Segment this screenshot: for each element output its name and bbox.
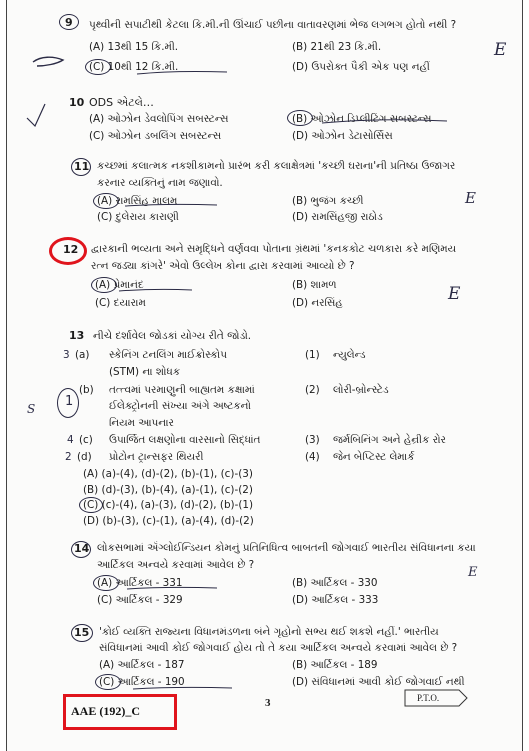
pen-check-mark (27, 104, 45, 126)
q12-margin-mark: E (448, 284, 461, 304)
q13-row-b-left: તત્ત્વમાં પરમાણુની બાહ્યતમ કક્ષામાં (109, 384, 255, 396)
q13-row-d-pen: 2 (65, 451, 72, 463)
q10-text: ODS એટલે… (89, 96, 154, 109)
q12-option-c: (C) દયારામ (95, 297, 146, 309)
q15-option-b: (B) આર્ટિકલ - 189 (292, 659, 378, 671)
q10-option-c: (C) ઓઝોન ડબલિંગ સબસ્ટન્સ (89, 130, 222, 142)
q13-option-b: (B) (d)-(3), (b)-(4), (a)-(1), (c)-(2) (83, 484, 253, 496)
pen-underline (133, 687, 232, 689)
q12-option-b: (B) શામળ (292, 279, 337, 291)
q11-margin-mark: E (465, 189, 476, 207)
q9-number: 9 (65, 16, 73, 29)
q9-text: પૃથ્વીની સપાટીથી કેટલા કિ.મી.ની ઊંચાઈ પછીના વાતાવરણમાં ભેજ લગભગ હોતો નથી ? (89, 19, 457, 31)
q14-option-b: (B) આર્ટિકલ - 330 (292, 577, 378, 589)
q13-row-2-label: (2) (305, 384, 320, 396)
page-number: 3 (265, 697, 271, 709)
q12-option-d: (D) નરસિંહ (292, 297, 343, 309)
q11-line1: કચ્છમાં કલાત્મક નકશીકામનો પ્રારંભ કરી કલાક્ષેત્રમાં 'કચ્છી ઘરાના'ની પ્રતિષ્ઠા ઉજાગર (97, 160, 456, 172)
q13-row-b-left2: ઈલેક્ટ્રોનની સંખ્યા અંગે અષ્ટકનો (109, 400, 251, 412)
q13-row-b-left3: નિયમ આપનાર (109, 417, 174, 429)
pen-underline (322, 120, 447, 123)
q13-option-d: (D) (b)-(3), (c)-(1), (a)-(4), (d)-(2) (83, 515, 254, 527)
q13-option-c: (C) (c)-(4), (a)-(3), (d)-(2), (b)-(1) (83, 499, 254, 511)
q9-option-c: (C) 10થી 12 કિ.મી. (89, 61, 179, 73)
q11-line2: કરનાર વ્યક્તિનું નામ જણાવો. (97, 177, 223, 189)
q10-option-d: (D) ઓઝોન ડેટાસોર્સિસ (292, 130, 393, 142)
exam-page (6, 0, 523, 751)
q14-option-c: (C) આર્ટિકલ - 329 (97, 594, 183, 606)
q12-number: 12 (63, 243, 79, 256)
q9-option-d: (D) ઉપરોક્ત પૈકી એક પણ નહીં (292, 61, 430, 73)
pen-underline (127, 587, 217, 589)
q14-option-a: (A) આર્ટિકલ - 331 (97, 577, 183, 589)
pto-label: P.T.O. (417, 693, 440, 703)
footer-code: AAE (192)_C (71, 704, 140, 718)
q15-option-c: (C) આર્ટિકલ - 190 (99, 676, 185, 688)
q13-row-b-label: (b) (79, 384, 94, 396)
q13-row-a-pen: 3 (63, 349, 70, 361)
q12-option-a: (A) પ્રેમાનંદ (95, 279, 144, 291)
pen-underline (137, 71, 227, 74)
q15-number: 15 (74, 626, 90, 639)
q13-number: 13 (69, 329, 85, 342)
pen-underline (119, 289, 192, 291)
q11-option-c: (C) દુલેરાય કારાણી (97, 211, 179, 223)
q13-row-c-left: ઉપાર્જિત લક્ષણોના વારસાનો સિદ્ધાંત (109, 434, 261, 446)
q13-row-c-pen: 4 (67, 434, 74, 446)
q9-margin-mark: E (494, 40, 507, 60)
q13-row-2-right: લોરી-બ્રોન્સ્ટેડ (333, 384, 389, 396)
q13-option-a: (A) (a)-(4), (d)-(2), (b)-(1), (c)-(3) (83, 468, 253, 480)
q13-row-3-right: જર્મબિનિંગ અને હેન્રીક રોર (333, 434, 446, 446)
q14-number: 14 (74, 542, 90, 555)
q15-option-a: (A) આર્ટિકલ - 187 (99, 659, 185, 671)
q13-row-a-left: સ્કેનિંગ ટનલિંગ માઈક્રોસ્કોપ (109, 349, 227, 361)
q13-row-b-pen: 1 (65, 394, 74, 409)
q13-row-1-right: ન્યુલેન્ડ (333, 349, 366, 361)
q13-row-a-label: (a) (75, 349, 90, 361)
q14-option-d: (D) આર્ટિકલ - 333 (292, 594, 379, 606)
q15-line2: સંવિધાનમાં આવી કોઈ જોગવાઈ હોય તો તે કયા આર્ટિકલ અન્વયે કરવામાં આવેલ છે ? (99, 642, 458, 654)
q14-line2: આર્ટિકલ અન્વયે કરવામાં આવેલ છે ? (97, 559, 255, 571)
pen-scribbles (7, 0, 523, 751)
q11-number: 11 (74, 160, 90, 173)
q13-row-c-label: (c) (79, 434, 93, 446)
q11-option-a: (A) રામસિંહ માલમ (97, 195, 178, 207)
q11-option-b: (B) ભુજંગ કચ્છી (292, 195, 364, 207)
q13-row-d-label: (d) (77, 451, 92, 463)
q14-line1: લોકસભામાં ઍંગ્લોઈન્ડિયન કોમનું પ્રતિનિધિત્વ બાબતની જોગવાઈ ભારતીય સંવિધાનના કયા (97, 542, 476, 554)
pen-scribble-mark (33, 57, 63, 66)
q13-text: નીચે દર્શાવેલ જોડકાં યોગ્ય રીતે જોડો. (93, 330, 252, 342)
q13-row-3-label: (3) (305, 434, 320, 446)
q13-row-1-label: (1) (305, 349, 320, 361)
q14-margin-mark: E (468, 565, 478, 580)
q13-row-d-left: પ્રોટોન ટ્રાન્સફર થિયરી (109, 451, 204, 463)
q9-option-b: (B) 21થી 23 કિ.મી. (292, 41, 382, 53)
q10-option-b: (B) ઓઝોન ડિપ્લીટિંગ સબસ્ટન્સ (292, 113, 432, 125)
q9-option-a: (A) 13થી 15 કિ.મી. (89, 41, 179, 53)
q11-option-d: (D) રામસિંહજી રાઠોડ (292, 211, 383, 223)
q12-line2: રત્ન જડ્યા કાંગરે' એવો ઉલ્લેખ કોના દ્વારા કરવામાં આવ્યો છે ? (91, 260, 355, 272)
q13-row-a-left2: (STM) ના શોધક (109, 366, 181, 378)
q13-margin-mark: S (27, 402, 36, 416)
q10-option-a: (A) ઓઝોન ડેવલોપિંગ સબસ્ટન્સ (89, 113, 229, 125)
q15-option-d: (D) સંવિધાનમાં આવી કોઈ જોગવાઈ નથી (292, 676, 465, 688)
q10-number: 10 (69, 96, 85, 109)
q13-row-4-right: જેન બેપ્ટિસ્ટ લેમાર્ક (333, 451, 415, 463)
q13-row-4-label: (4) (305, 451, 320, 463)
pen-underline (125, 204, 217, 206)
q15-line1: 'કોઈ વ્યક્તિ રાજ્યના વિધાનમંડળના બંને ગૃહોનો સભ્ય થઈ શકશે નહીં.' ભારતીય (99, 626, 439, 638)
q12-line1: દ્વારકાની ભવ્યતા અને સમૃદ્ધિને વર્ણવવા પોતાના ગ્રંથમાં 'કનકકોટ ચળકારા કરે મણિમય (91, 243, 457, 255)
